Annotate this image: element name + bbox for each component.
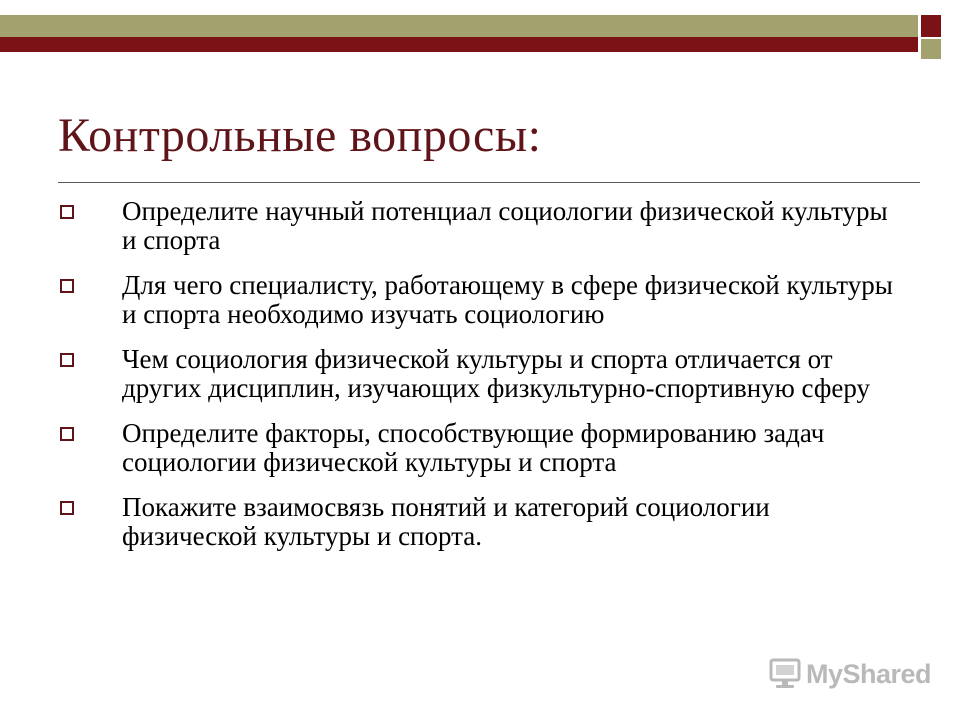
slide-title: Контрольные вопросы: bbox=[58, 109, 542, 162]
square-bullet-icon bbox=[60, 279, 74, 293]
corner-decor-square-olive bbox=[921, 39, 941, 59]
corner-decor-square-red bbox=[921, 15, 941, 37]
square-bullet-icon bbox=[60, 353, 74, 367]
question-text: Определите научный потенциал социологии физической культуры и спорта bbox=[122, 196, 888, 255]
question-text: Определите факторы, способствующие формированию задач социологии физической культуры и спорта bbox=[122, 418, 825, 477]
question-list bbox=[58, 197, 908, 567]
square-bullet-icon bbox=[60, 427, 74, 441]
watermark-text: MyShared bbox=[806, 658, 932, 689]
square-bullet-icon bbox=[60, 205, 74, 219]
question-item bbox=[58, 419, 908, 477]
question-text: Чем социология физической культуры и спорта отличается от других дисциплин, изучающих физкультурно-спортивную сферу bbox=[122, 344, 870, 403]
question-item bbox=[58, 197, 908, 255]
monitor-icon bbox=[767, 657, 803, 691]
question-item bbox=[58, 493, 908, 551]
question-text: Для чего специалисту, работающему в сфере физической культуры и спорта необходимо изучать социологию bbox=[122, 270, 893, 329]
question-item bbox=[58, 271, 908, 329]
top-decor-bar-red bbox=[0, 37, 918, 52]
question-item bbox=[58, 345, 908, 403]
square-bullet-icon bbox=[60, 501, 74, 515]
top-decor-bar-olive bbox=[0, 15, 918, 37]
question-text: Покажите взаимосвязь понятий и категорий социологии физической культуры и спорта. bbox=[122, 492, 770, 551]
watermark bbox=[767, 657, 931, 691]
title-divider bbox=[58, 182, 920, 183]
